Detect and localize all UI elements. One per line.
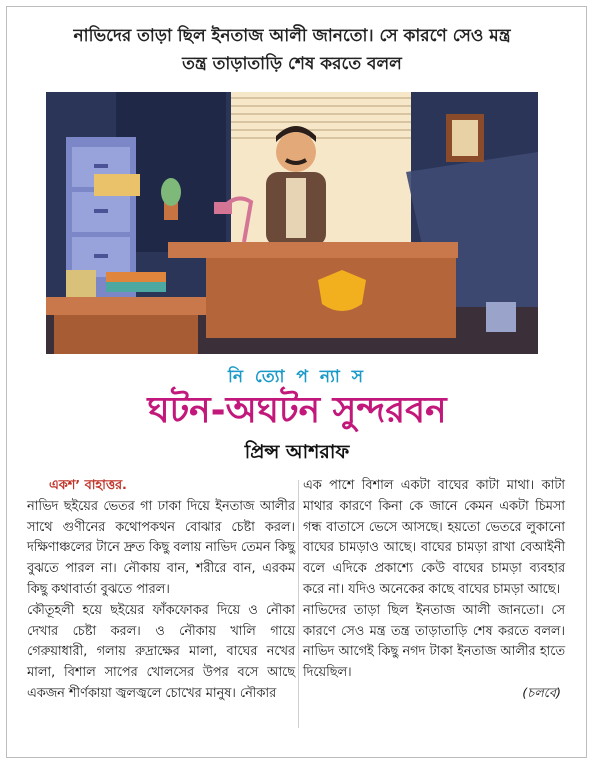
paragraph: নাভিদের তাড়া ছিল ইনতাজ আলী জানতো। সে কারণে সেও মন্ত্র তন্ত্র তাড়াতাড়ি শেষ করতে বলল। নাভিদ আগেই কিছু নগদ টাকা ইনতাজ আলীর হাতে দিয়েছিল।	[303, 602, 565, 681]
pull-quote-header	[14, 22, 570, 78]
paragraph: কৌতূহলী হয়ে ছইয়ের ফাঁকফোকর দিয়ে ও নৌকা দেখার চেষ্টা করল। ও নৌকায় খালি গায়ে গেরুয়াধারী, গলায় রুদ্রাক্ষের মালা, বাঘের নখের মালা, বিশাল সাপের খোলসের উপর বসে আছে একজন শীর্ণকায়া জ্বলজ্বলে চোখের মানুষ। নৌকার	[27, 602, 295, 701]
pull-quote-line-1: নাভিদের তাড়া ছিল ইনতাজ আলী জানতো। সে কারণে সেও মন্ত্র	[73, 26, 511, 46]
chapter-heading: একশ’ বাহাত্তর.	[49, 478, 127, 493]
continued-note: (চলবে)	[522, 685, 561, 701]
paragraph: নাভিদ ছইয়ের ভেতর গা ঢাকা দিয়ে ইনতাজ আলীর সাথে গুণীনের কথোপকথন বোঝার চেষ্টা করল। দক্ষিণাঞ্চলের টানে দ্রুত কিছু বলায় নাভিদ তেমন কিছু বুঝতে পারল না। নৌকায় বান, শরীরে বান, এরকম কিছু কথাবার্তা বুঝতে পারল।	[27, 498, 295, 597]
column-divider	[298, 480, 299, 728]
detective-office-illustration-icon	[46, 92, 538, 354]
section-kicker: নি ত্যো প ন্যা স	[228, 367, 366, 387]
article-column-left	[27, 476, 295, 705]
author-name: প্রিন্স আশরাফ	[244, 441, 350, 463]
serial-title: ঘটন-অঘটন সুন্দরবন	[147, 390, 447, 431]
paragraph: এক পাশে বিশাল একটা বাঘের কাটা মাথা। কাটা মাথার কারণে কিনা কে জানে কেমন একটা চিমসা গন্ধ বাতাসে ভেসে আসছে। হয়তো ভেতরে লুকানো বাঘের চামড়াও আছে। বাঘের চামড়া রাখা বেআইনী বলে এদিকে প্রকাশ্যে কেউ বাঘের চামড়া ব্যবহার করে না। যদিও অনেকের কাছে বাঘের চামড়া আছে।	[303, 478, 565, 597]
article-column-right	[303, 476, 565, 705]
pull-quote-line-2: তন্ত্র তাড়াতাড়ি শেষ করতে বলল	[182, 54, 402, 74]
